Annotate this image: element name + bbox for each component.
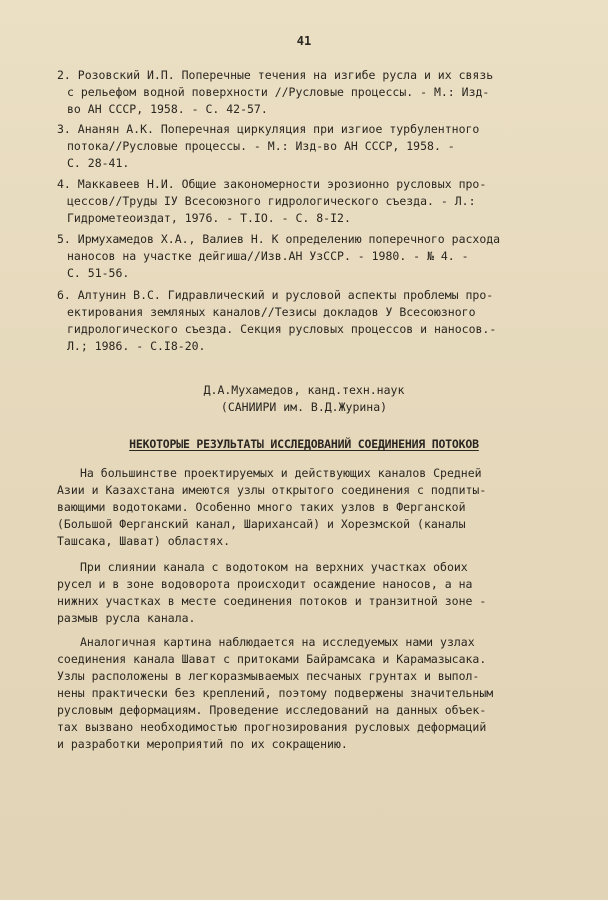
reference-5-line-2: наносов на участке дейгиша//Изв.АН УзССР. - 1980. - № 4. -: [67, 249, 469, 263]
paragraph-3-line-7: и разработки мероприятий по их сокращению.: [57, 737, 348, 751]
paragraph-2-line-4: размыв русла канала.: [57, 611, 196, 625]
paragraph-1-line-5: Ташсака, Шават) областях.: [57, 534, 231, 548]
reference-3-line-2: потока//Русловые процессы. - М.: Изд-во АН СССР, 1958. -: [67, 139, 455, 153]
paragraph-2-line-3: нижних участках в месте соединения потоков и транзитной зоне -: [57, 594, 487, 608]
reference-4-line-3: Гидрометеоиздат, 1976. - Т.IO. - С. 8-I2.: [67, 211, 351, 225]
reference-6-line-2: ектирования земляных каналов//Тезисы докладов У Всесоюзного: [67, 305, 476, 319]
reference-4-line-2: цессов//Труды IУ Всесоюзного гидрологического съезда. - Л.:: [67, 194, 476, 208]
paragraph-1-line-4: (Большой Ферганский канал, Шарихансай) и Хорезмской (каналы: [57, 517, 466, 531]
reference-6-line-1: 6. Алтунин В.С. Гидравлический и русловой аспекты проблемы про-: [57, 288, 494, 302]
paragraph-2-line-1: При слиянии канала с водотоком на верхних участках обоих: [80, 560, 468, 574]
reference-6-line-3: гидрологического съезда. Секция русловых процессов и наносов.-: [67, 322, 497, 336]
paragraph-2-line-2: русел и в зоне водоворота происходит осаждение наносов, а на: [57, 577, 473, 591]
article-title: НЕКОТОРЫЕ РЕЗУЛЬТАТЫ ИССЛЕДОВАНИЙ СОЕДИНЕНИЯ ПОТОКОВ: [129, 437, 479, 451]
paragraph-1-line-2: Азии и Казахстана имеются узлы открытого соединения с подпиты-: [57, 483, 487, 497]
reference-6-line-4: Л.; 1986. - С.I8-20.: [67, 339, 206, 353]
reference-4-line-1: 4. Маккавеев Н.И. Общие закономерности эрозионно русловых про-: [57, 177, 487, 191]
paragraph-1-line-1: На большинстве проектируемых и действующих каналов Средней: [80, 466, 482, 480]
paragraph-3-line-6: тах вызвано необходимостью прогнозирования русловых деформаций: [57, 720, 487, 734]
paragraph-1-line-3: вающими водотоками. Особенно много таких узлов в Ферганской: [57, 500, 466, 514]
reference-5-line-1: 5. Ирмухамедов Х.А., Валиев Н. К определению поперечного расхода: [57, 232, 501, 246]
paragraph-3-line-4: нены практически без креплений, поэтому подвержены значительным: [57, 686, 494, 700]
paragraph-3-line-1: Аналогичная картина наблюдается на исследуемых нами узлах: [80, 635, 475, 649]
reference-2-line-3: во АН СССР, 1958. - С. 42-57.: [67, 102, 268, 116]
reference-2-line-1: 2. Розовский И.П. Поперечные течения на изгибе русла и их связь: [57, 68, 494, 82]
paragraph-3-line-5: русловым деформациям. Проведение исследований на данных объек-: [57, 703, 487, 717]
reference-2-line-2: с рельефом водной поверхности //Русловые процессы. - М.: Изд-: [67, 85, 490, 99]
author-name: Д.А.Мухамедов, канд.техн.наук: [203, 383, 405, 397]
paragraph-3-line-3: Узлы расположены в легкоразмываемых песчаных грунтах и выпол-: [57, 669, 480, 683]
author-affiliation: (САНИИРИ им. В.Д.Журина): [220, 400, 388, 414]
reference-5-line-3: С. 51-56.: [67, 266, 130, 280]
reference-3-line-3: С. 28-41.: [67, 156, 130, 170]
page-number: 41: [296, 34, 312, 48]
paragraph-3-line-2: соединения канала Шават с притоками Байрамсака и Карамазысака.: [57, 652, 487, 666]
reference-3-line-1: 3. Ананян А.К. Поперечная циркуляция при изгиое турбулентного: [57, 122, 480, 136]
